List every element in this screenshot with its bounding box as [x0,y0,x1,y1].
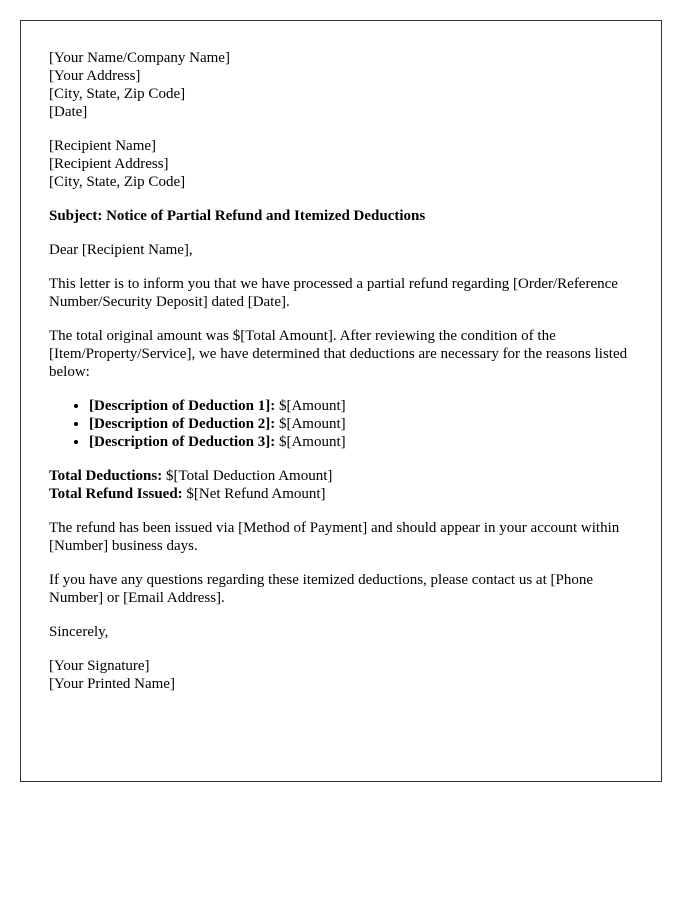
recipient-address: [Recipient Address] [49,156,169,172]
subject-line: Subject: Notice of Partial Refund and Itemized Deductions [49,208,426,224]
total-refund-value: $[Net Refund Amount] [182,486,326,502]
signature: [Your Signature] [49,658,150,674]
paragraph-contact: If you have any questions regarding these itemized deductions, please contact us at [Phone Number] or [Email Address]. [49,572,593,606]
recipient-block [49,137,633,191]
deduction-label: [Description of Deduction 2]: [89,416,276,432]
deduction-label: [Description of Deduction 1]: [89,398,276,414]
salutation: Dear [Recipient Name], [49,242,193,258]
closing: Sincerely, [49,624,109,640]
deduction-item [89,415,633,433]
sender-city: [City, State, Zip Code] [49,86,186,102]
letter-page [20,20,662,782]
sender-address: [Your Address] [49,68,141,84]
deduction-amount: $[Amount] [275,416,346,432]
total-deductions-label: Total Deductions: [49,468,163,484]
total-refund-label: Total Refund Issued: [49,486,183,502]
printed-name: [Your Printed Name] [49,676,175,692]
recipient-name: [Recipient Name] [49,138,157,154]
total-deductions-value: $[Total Deduction Amount] [162,468,333,484]
paragraph-intro: This letter is to inform you that we have processed a partial refund regarding [Order/Reference Number/Security Deposit] dated [Date]. [49,276,618,310]
totals-block [49,467,633,503]
paragraph-payment: The refund has been issued via [Method of Payment] and should appear in your account within [Number] business days. [49,520,620,554]
signature-block [49,657,633,693]
deductions-list [49,397,633,451]
deduction-item [89,397,633,415]
deduction-amount: $[Amount] [275,434,346,450]
sender-name: [Your Name/Company Name] [49,50,230,66]
recipient-city: [City, State, Zip Code] [49,174,186,190]
paragraph-original-amount: The total original amount was $[Total Amount]. After reviewing the condition of the [Item/Property/Service], we have determined that deductions are necessary for the reasons listed below: [49,328,628,380]
deduction-amount: $[Amount] [275,398,346,414]
deduction-label: [Description of Deduction 3]: [89,434,276,450]
deduction-item [89,433,633,451]
sender-block [49,49,633,121]
letter-date: [Date] [49,104,88,120]
